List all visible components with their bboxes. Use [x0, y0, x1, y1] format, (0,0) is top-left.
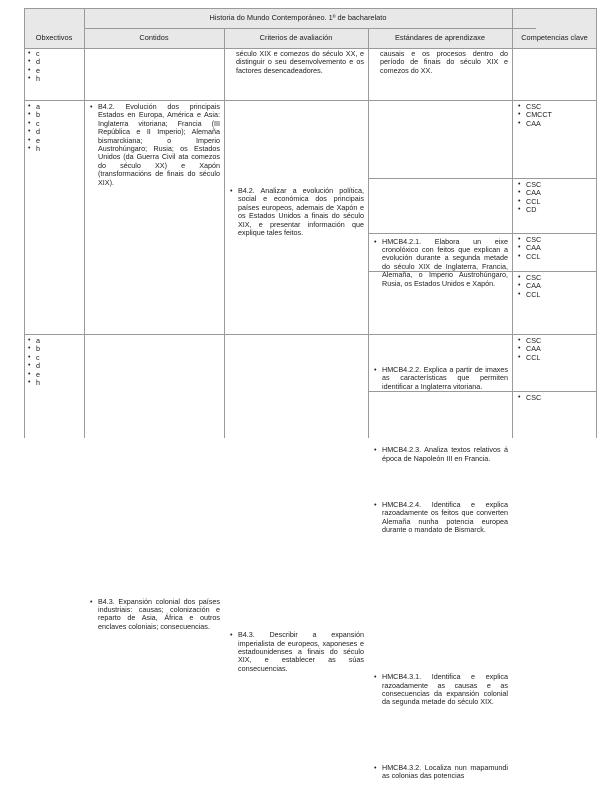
- competence-item: • CAA: [518, 120, 594, 128]
- criteria-text: século XIX e comezos do século XX, e distinguir o seu desenvolvemento e os factores desencadeadores.: [236, 50, 364, 75]
- standard-text: • HMCB4.3.2. Localiza nun mapamundi as colonias das potencias: [374, 764, 508, 806]
- competence-item: • CAA: [518, 282, 594, 290]
- objective-item: • a: [28, 103, 82, 111]
- objective-item: • h: [28, 75, 82, 83]
- objectives-cell: [28, 50, 82, 84]
- competence-item: • CSC: [518, 181, 594, 189]
- competences-cell: [518, 274, 594, 299]
- competence-item: • CSC: [518, 274, 594, 282]
- curriculum-table: [24, 8, 597, 781]
- competences-cell: [518, 181, 594, 215]
- objectives-cell: [28, 337, 82, 387]
- table-title: Historia do Mundo Contemporáneo. 1º de bacharelato: [209, 13, 387, 22]
- criteria-text: • B4.3. Describir a expansión imperialista de europeos, xaponeses e estadounidenses a finais do século XIX, e establecer as súas consecuencias.: [230, 631, 364, 673]
- objective-item: • c: [28, 120, 82, 128]
- rule: [84, 8, 85, 438]
- objective-item: • d: [28, 58, 82, 66]
- content-text: • B4.3. Expansión colonial dos países industriais: causas; colonización e reparto de Asia, África e outros enclaves coloniais; consecuencias.: [90, 598, 220, 632]
- competence-item: • CD: [518, 206, 594, 214]
- standard-text: • HMCB4.2.2. Explica a partir de imaxes as características que permiten identificar a Inglaterra vitoriana.: [374, 366, 508, 391]
- criteria-text: • B4.2. Analizar a evolución política, social e económica dos principais países europeos, ademais de Xapón e os Estados Unidos a finais do século XIX, e presentar información que explique tales feitos.: [230, 187, 364, 237]
- standard-text: • HMCB4.2.3. Analiza textos relativos á época de Napoleón III en Francia.: [374, 446, 508, 463]
- competence-item: • CCL: [518, 198, 594, 206]
- objective-item: • b: [28, 111, 82, 119]
- objective-item: • a: [28, 337, 82, 345]
- competence-item: • CMCCT: [518, 111, 594, 119]
- competence-item: • CAA: [518, 189, 594, 197]
- objective-item: • h: [28, 379, 82, 387]
- competence-item: • CCL: [518, 354, 594, 362]
- rule: [368, 28, 369, 438]
- competences-cell: [518, 236, 594, 261]
- competence-item: • CAA: [518, 244, 594, 252]
- competence-item: • CCL: [518, 253, 594, 261]
- competences-cell: [518, 103, 594, 128]
- standard-text: • HMCB4.3.1. Identifica e explica razoadamente as causas e as consecuencias da expansión colonial da segunda metade do século XIX.: [374, 673, 508, 707]
- standard-text: causais e os procesos dentro do período de finais do século XIX e comezos do XX.: [380, 50, 508, 75]
- content-text: • B4.2. Evolución dos principais Estados en Europa, América e Asia: Inglaterra vitoriana; Francia (III República e II Imperio); Alemaña bismarckiana; o Imperio Austrohúngaro; Rusia; os Estados Unidos (da Guerra Civil ata comezos do século XX) e Xapón (transformacións de finais do século XIX).: [90, 103, 220, 187]
- header-contents: Contidos: [139, 33, 169, 42]
- competence-item: • CAA: [518, 345, 594, 353]
- competence-item: • CCL: [518, 291, 594, 299]
- objective-item: • e: [28, 67, 82, 75]
- objective-item: • d: [28, 362, 82, 370]
- competences-cell: [518, 337, 594, 362]
- competence-item: • CSC: [518, 236, 594, 244]
- header-objectives: Obxectivos: [35, 33, 73, 42]
- rule: [84, 28, 536, 29]
- rule: [368, 233, 597, 234]
- objective-item: • e: [28, 137, 82, 145]
- standard-text: • HMCB4.2.1. Elabora un eixe cronolóxico con feitos que explican a evolución durante a segunda metade do século XIX de Inglaterra, Francia, Alemaña, o Imperio Austrohúngaro, Rusia, os Estados Unidos e Xapón.: [374, 238, 508, 288]
- objective-item: • b: [28, 345, 82, 353]
- header-standards: Estándares de aprendizaxe: [395, 33, 485, 42]
- objective-item: • c: [28, 50, 82, 58]
- standard-text: • HMCB4.2.4. Identifica e explica razoadamente os feitos que converten Alemaña nunha potencia europea durante o mandato de Bismarck.: [374, 501, 508, 535]
- competence-item: • CSC: [518, 337, 594, 345]
- rule: [224, 28, 225, 438]
- competences-cell: [518, 394, 594, 402]
- header-competences: Competencias clave: [521, 33, 588, 42]
- rule: [368, 178, 597, 179]
- objective-item: • e: [28, 371, 82, 379]
- objective-item: • d: [28, 128, 82, 136]
- competence-item: • CSC: [518, 103, 594, 111]
- rule: [24, 8, 25, 438]
- rule: [596, 8, 597, 438]
- objectives-cell: [28, 103, 82, 153]
- competence-item: • CSC: [518, 394, 594, 402]
- objective-item: • c: [28, 354, 82, 362]
- header-criteria: Criterios de avaliación: [259, 33, 333, 42]
- rule: [512, 8, 513, 438]
- objective-item: • h: [28, 145, 82, 153]
